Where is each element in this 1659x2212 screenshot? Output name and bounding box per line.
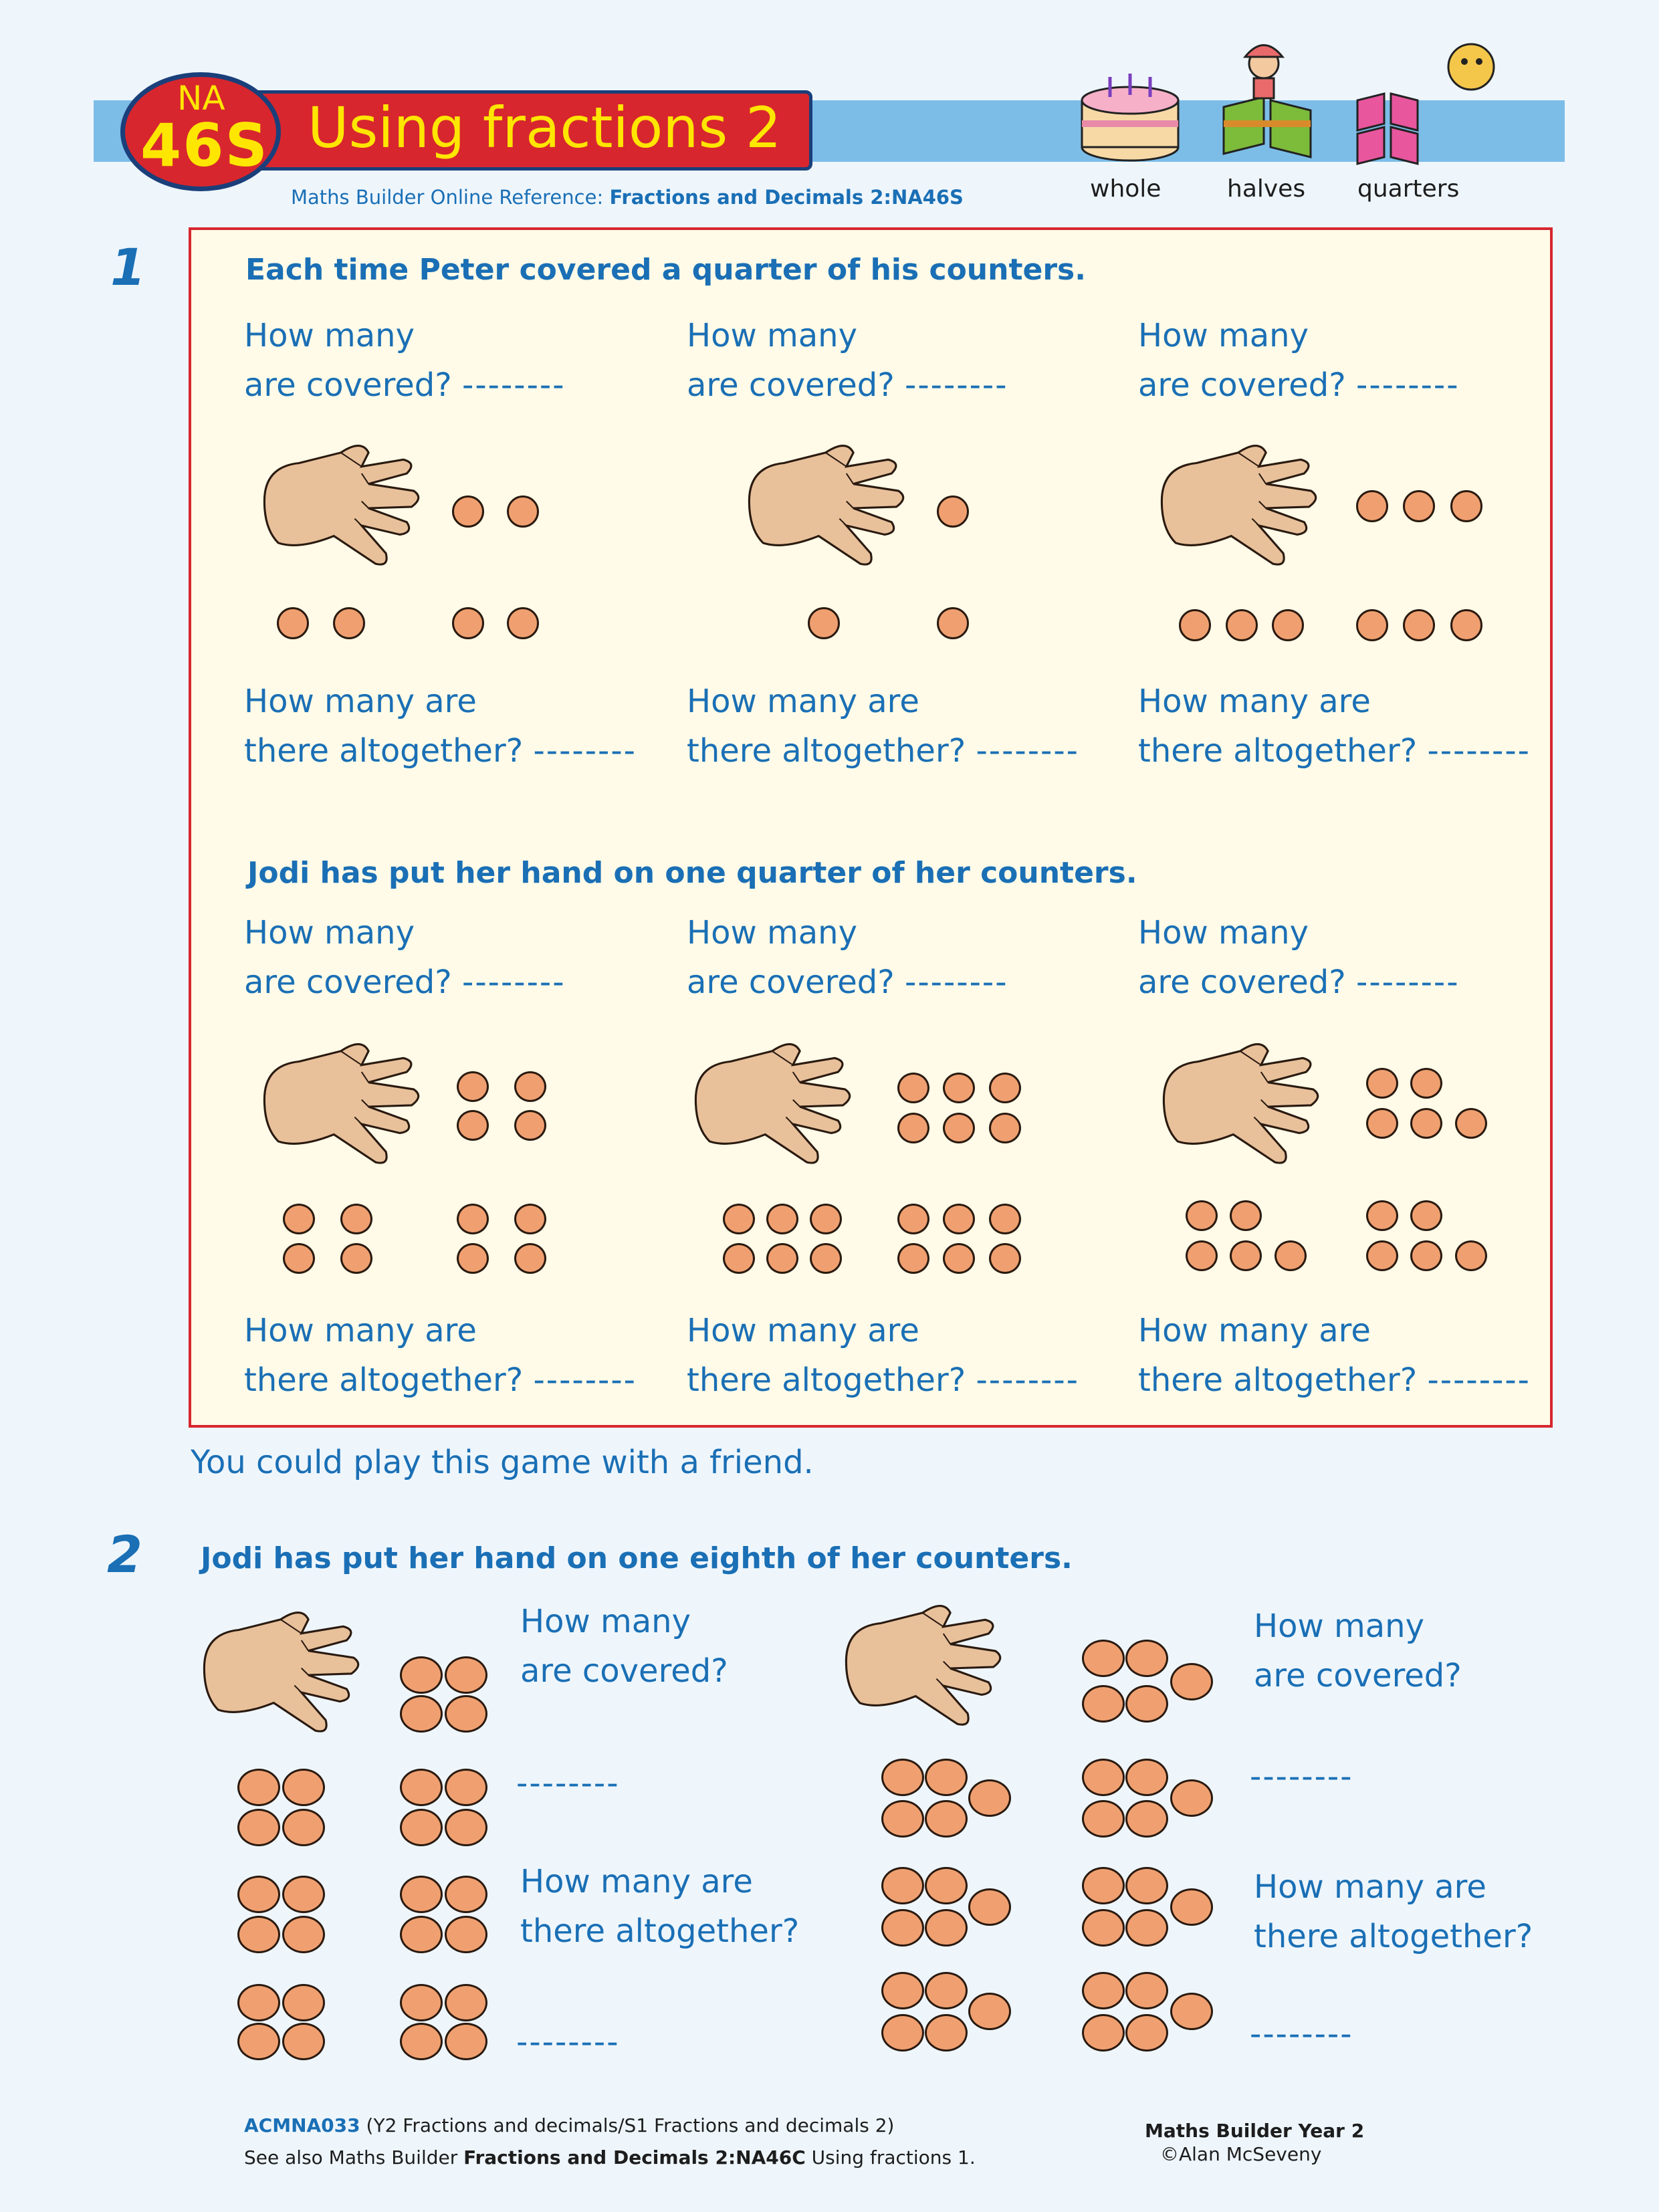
counter bbox=[881, 1909, 924, 1947]
counter bbox=[808, 607, 840, 639]
counter bbox=[943, 1204, 975, 1234]
counter bbox=[1082, 2014, 1125, 2052]
counter bbox=[943, 1073, 975, 1103]
q1-r2c1-covered-line2: are covered? -------- bbox=[244, 964, 566, 1001]
counter bbox=[445, 1984, 487, 2021]
counter bbox=[897, 1113, 929, 1143]
cake-label-quarters: quarters bbox=[1357, 175, 1460, 203]
counter bbox=[400, 1695, 443, 1733]
counter bbox=[457, 1243, 489, 1274]
counter bbox=[1356, 490, 1388, 522]
q1-r2c3-total-line2: there altogether? -------- bbox=[1138, 1361, 1531, 1399]
q2-right-total-question bbox=[1254, 1862, 1533, 1961]
counter bbox=[1170, 1993, 1213, 2030]
counter bbox=[1366, 1240, 1398, 1271]
online-reference bbox=[291, 186, 964, 209]
q1-r2c1-total-line1: How many are bbox=[244, 1312, 477, 1349]
q2-right-total-answer[interactable]: -------- bbox=[1250, 2015, 1353, 2053]
counter bbox=[1125, 1909, 1168, 1947]
q2-right-covered-line1: How many bbox=[1254, 1608, 1424, 1645]
hand-icon bbox=[1155, 428, 1335, 588]
counter bbox=[1450, 609, 1482, 641]
counter bbox=[1403, 609, 1435, 641]
counter bbox=[237, 1769, 280, 1806]
cake-label-halves: halves bbox=[1227, 175, 1306, 203]
counter bbox=[1170, 1663, 1213, 1700]
q1-r2c1-total-question bbox=[244, 1306, 637, 1405]
counter bbox=[340, 1204, 372, 1234]
counter bbox=[514, 1071, 546, 1102]
reference-prefix: Maths Builder Online Reference: bbox=[291, 186, 610, 209]
q1-r1c2-covered-line2: are covered? -------- bbox=[687, 366, 1008, 404]
counter bbox=[445, 1876, 487, 1913]
see-also-prefix: See also Maths Builder bbox=[244, 2146, 464, 2169]
q2-left-total-line2: there altogether? bbox=[520, 1912, 800, 1950]
counter bbox=[445, 1769, 487, 1806]
counter bbox=[766, 1243, 798, 1274]
counter bbox=[1082, 1759, 1125, 1796]
eighth-instruction: Jodi has put her hand on one eighth of her counters. bbox=[201, 1541, 1073, 1575]
counter bbox=[400, 2023, 443, 2060]
counter bbox=[445, 1809, 487, 1846]
q1-r1c2-total-question bbox=[687, 677, 1079, 776]
counter bbox=[881, 1972, 924, 2009]
counter bbox=[937, 607, 969, 639]
q1-r1c1-total-line1: How many are bbox=[244, 683, 477, 720]
counter bbox=[1082, 1972, 1125, 2009]
counter bbox=[282, 1809, 325, 1846]
q1-r1c1-total-question bbox=[244, 677, 637, 776]
counter bbox=[968, 1993, 1011, 2030]
q2-left-covered-line1: How many bbox=[520, 1603, 691, 1640]
counter bbox=[1226, 609, 1258, 641]
badge-strand: NA bbox=[177, 79, 225, 118]
counter bbox=[457, 1204, 489, 1234]
badge-number: 46S bbox=[140, 111, 269, 180]
cake-label-whole: whole bbox=[1090, 175, 1162, 203]
q1-r2c1-total-answer[interactable]: -------- bbox=[533, 1361, 637, 1399]
counter bbox=[333, 607, 365, 639]
page-title: Using fractions 2 bbox=[308, 95, 782, 160]
counter bbox=[881, 1800, 924, 1838]
counter bbox=[810, 1243, 842, 1274]
q2-left-covered-line2: are covered? bbox=[520, 1652, 728, 1690]
hand-icon bbox=[839, 1581, 1020, 1755]
counter bbox=[1125, 1972, 1168, 2009]
see-also-reference: Fractions and Decimals 2:NA46C bbox=[463, 2146, 806, 2169]
counter bbox=[1082, 1640, 1125, 1677]
counter bbox=[925, 2014, 968, 2052]
counter bbox=[810, 1204, 842, 1234]
counter bbox=[1366, 1200, 1398, 1231]
counter bbox=[881, 1759, 924, 1796]
counter bbox=[1082, 1800, 1125, 1838]
counter bbox=[514, 1110, 546, 1141]
q1-r2c1-covered-answer[interactable]: -------- bbox=[462, 964, 566, 1001]
q1-r2c3-covered-line2: are covered? -------- bbox=[1138, 964, 1460, 1001]
q1-r1c3-covered-question bbox=[1138, 311, 1460, 410]
q1-r1c1-covered-line1: How many bbox=[244, 317, 415, 354]
q1-r1c3-covered-answer[interactable]: -------- bbox=[1356, 366, 1460, 404]
counter bbox=[1186, 1240, 1218, 1271]
counter bbox=[1170, 1779, 1213, 1817]
peter-instruction: Each time Peter covered a quarter of his counters. bbox=[245, 253, 1086, 287]
counter bbox=[1403, 490, 1435, 522]
question-1-number: 1 bbox=[110, 237, 146, 297]
counter bbox=[925, 1867, 968, 1904]
q1-r1c1-covered-question bbox=[244, 311, 566, 410]
q1-r1c3-total-answer[interactable]: -------- bbox=[1427, 732, 1531, 770]
counter bbox=[1170, 1888, 1213, 1926]
counter bbox=[1082, 1867, 1125, 1904]
counter bbox=[766, 1204, 798, 1234]
counter bbox=[452, 495, 484, 528]
q1-r1c3-total-line1: How many are bbox=[1138, 683, 1371, 720]
q1-r1c1-total-answer[interactable]: -------- bbox=[533, 732, 637, 770]
hand-icon bbox=[1157, 1026, 1337, 1187]
q1-r1c2-total-line2: there altogether? -------- bbox=[687, 732, 1079, 770]
counter bbox=[400, 1769, 443, 1806]
counter bbox=[445, 1695, 487, 1733]
counter bbox=[937, 495, 969, 528]
counter bbox=[283, 1243, 315, 1274]
q1-r2c1-covered-line1: How many bbox=[244, 914, 415, 952]
q1-r2c2-total-line1: How many are bbox=[687, 1312, 919, 1349]
counter bbox=[1410, 1068, 1442, 1099]
counter bbox=[943, 1243, 975, 1274]
cakes-illustration bbox=[1070, 27, 1511, 167]
counter bbox=[282, 1769, 325, 1806]
counter bbox=[1275, 1240, 1307, 1271]
q1-r1c1-covered-answer[interactable]: -------- bbox=[462, 366, 566, 404]
counter bbox=[1455, 1108, 1487, 1139]
counter bbox=[452, 607, 484, 639]
author-credit: ©Alan McSeveny bbox=[1160, 2143, 1322, 2165]
counter bbox=[1366, 1068, 1398, 1099]
q2-right-covered-question bbox=[1254, 1601, 1462, 1700]
q1-r1c2-covered-line1: How many bbox=[687, 317, 857, 354]
counter bbox=[282, 1876, 325, 1913]
curriculum-code: ACMNA033 bbox=[244, 2114, 360, 2136]
curriculum-code-line bbox=[244, 2114, 894, 2136]
q1-r2c3-covered-line1: How many bbox=[1138, 914, 1309, 952]
whole-cake-icon bbox=[1082, 74, 1178, 160]
q1-r2c3-total-line1: How many are bbox=[1138, 1312, 1371, 1349]
question-2-number: 2 bbox=[107, 1525, 142, 1584]
counter bbox=[897, 1243, 929, 1274]
counter bbox=[897, 1073, 929, 1103]
counter bbox=[1410, 1240, 1442, 1271]
q2-left-total-question bbox=[520, 1857, 799, 1956]
q2-left-covered-question bbox=[520, 1597, 728, 1696]
counter bbox=[1356, 609, 1388, 641]
q1-r1c1-covered-line2: are covered? -------- bbox=[244, 366, 566, 404]
counter bbox=[723, 1204, 755, 1234]
counter bbox=[925, 1909, 968, 1947]
counter bbox=[1125, 2014, 1168, 2052]
hand-icon bbox=[257, 428, 438, 588]
counter bbox=[1230, 1200, 1262, 1231]
counter bbox=[237, 2023, 280, 2060]
counter bbox=[968, 1779, 1011, 1817]
counter bbox=[1082, 1909, 1125, 1947]
counter bbox=[881, 2014, 924, 2052]
counter bbox=[1179, 609, 1211, 641]
q1-r2c2-covered-line2: are covered? -------- bbox=[687, 964, 1008, 1001]
q1-r2c1-total-line2: there altogether? -------- bbox=[244, 1361, 637, 1399]
counter bbox=[925, 1800, 968, 1838]
counter bbox=[282, 1916, 325, 1953]
counter bbox=[897, 1204, 929, 1234]
q1-r2c3-total-question bbox=[1138, 1306, 1531, 1405]
q1-r2c3-covered-question bbox=[1138, 908, 1460, 1007]
counter bbox=[1455, 1240, 1487, 1271]
counter bbox=[1125, 1800, 1168, 1838]
q1-r1c1-total-line2: there altogether? -------- bbox=[244, 732, 637, 770]
counter bbox=[283, 1204, 315, 1234]
hand-icon bbox=[257, 1026, 438, 1187]
quarters-cake-icon bbox=[1357, 44, 1494, 164]
q1-r2c2-total-question bbox=[687, 1306, 1079, 1405]
counter bbox=[237, 1984, 280, 2021]
q1-r2c2-total-answer[interactable]: -------- bbox=[976, 1361, 1079, 1399]
counter bbox=[237, 1876, 280, 1913]
counter bbox=[514, 1204, 546, 1234]
counter bbox=[1125, 1867, 1168, 1904]
q2-left-total-line1: How many are bbox=[520, 1863, 753, 1900]
counter bbox=[943, 1113, 975, 1143]
counter bbox=[1450, 490, 1482, 522]
reference-code: Fractions and Decimals 2:NA46S bbox=[609, 186, 964, 209]
curriculum-description: (Y2 Fractions and decimals/S1 Fractions and decimals 2) bbox=[360, 2114, 895, 2136]
q1-r1c3-total-question bbox=[1138, 677, 1531, 776]
counter bbox=[457, 1071, 489, 1102]
hand-icon bbox=[742, 428, 923, 588]
counter bbox=[1272, 609, 1304, 641]
counter bbox=[925, 1759, 968, 1796]
counter bbox=[1082, 1685, 1125, 1723]
see-also-suffix: Using fractions 1. bbox=[805, 2146, 976, 2169]
counter bbox=[282, 2023, 325, 2060]
q1-r1c2-total-answer[interactable]: -------- bbox=[976, 732, 1079, 770]
counter bbox=[968, 1888, 1011, 1926]
q1-r1c2-covered-question bbox=[687, 311, 1008, 410]
counter bbox=[925, 1972, 968, 2009]
counter bbox=[881, 1867, 924, 1904]
counter bbox=[1410, 1200, 1442, 1231]
q2-left-total-answer[interactable]: -------- bbox=[516, 2023, 620, 2061]
q1-r1c2-covered-answer[interactable]: -------- bbox=[905, 366, 1008, 404]
counter bbox=[445, 1656, 487, 1694]
q1-r1c2-total-line1: How many are bbox=[687, 683, 919, 720]
q1-r2c1-covered-question bbox=[244, 908, 566, 1007]
counter bbox=[514, 1243, 546, 1274]
q1-r2c2-covered-line1: How many bbox=[687, 914, 857, 952]
q2-right-total-line1: How many are bbox=[1254, 1868, 1486, 1906]
counter bbox=[237, 1916, 280, 1953]
jodi-quarter-instruction: Jodi has put her hand on one quarter of her counters. bbox=[247, 856, 1137, 890]
counter bbox=[1125, 1759, 1168, 1796]
q1-r2c2-total-line2: there altogether? -------- bbox=[687, 1361, 1079, 1399]
counter bbox=[1125, 1640, 1168, 1677]
q2-right-covered-answer[interactable]: -------- bbox=[1250, 1758, 1353, 1795]
q1-r2c3-total-answer[interactable]: -------- bbox=[1427, 1361, 1531, 1399]
q1-r2c3-covered-answer[interactable]: -------- bbox=[1356, 964, 1460, 1001]
q1-r2c2-covered-question bbox=[687, 908, 1008, 1007]
friend-note: You could play this game with a friend. bbox=[191, 1444, 814, 1481]
counter bbox=[277, 607, 309, 639]
q1-r1c3-covered-line1: How many bbox=[1138, 317, 1309, 354]
counter bbox=[1125, 1685, 1168, 1723]
counter bbox=[400, 1984, 443, 2021]
counter bbox=[1366, 1108, 1398, 1139]
hand-icon bbox=[689, 1026, 869, 1187]
counter bbox=[457, 1110, 489, 1141]
counter bbox=[400, 1809, 443, 1846]
q2-right-total-line2: there altogether? bbox=[1254, 1918, 1533, 1955]
counter bbox=[445, 2023, 487, 2060]
halves-cake-icon bbox=[1224, 45, 1311, 158]
counter bbox=[445, 1916, 487, 1953]
hand-icon bbox=[197, 1595, 378, 1755]
counter bbox=[400, 1656, 443, 1694]
counter bbox=[1186, 1200, 1218, 1231]
counter bbox=[507, 495, 539, 528]
counter bbox=[507, 607, 539, 639]
q1-r1c3-covered-line2: are covered? -------- bbox=[1138, 366, 1460, 404]
q2-left-covered-answer[interactable]: -------- bbox=[516, 1765, 620, 1802]
counter bbox=[400, 1916, 443, 1953]
counter bbox=[400, 1876, 443, 1913]
counter bbox=[237, 1809, 280, 1846]
counter bbox=[989, 1073, 1021, 1103]
counter bbox=[989, 1113, 1021, 1143]
counter bbox=[989, 1204, 1021, 1234]
q1-r1c3-total-line2: there altogether? -------- bbox=[1138, 732, 1531, 770]
counter bbox=[1410, 1108, 1442, 1139]
see-also-line bbox=[244, 2146, 976, 2169]
q2-right-covered-line2: are covered? bbox=[1254, 1657, 1462, 1694]
q1-r2c2-covered-answer[interactable]: -------- bbox=[905, 964, 1008, 1001]
counter bbox=[989, 1243, 1021, 1274]
counter bbox=[1230, 1240, 1262, 1271]
counter bbox=[282, 1984, 325, 2021]
counter bbox=[723, 1243, 755, 1274]
counter bbox=[340, 1243, 372, 1274]
book-title: Maths Builder Year 2 bbox=[1145, 2120, 1365, 2142]
